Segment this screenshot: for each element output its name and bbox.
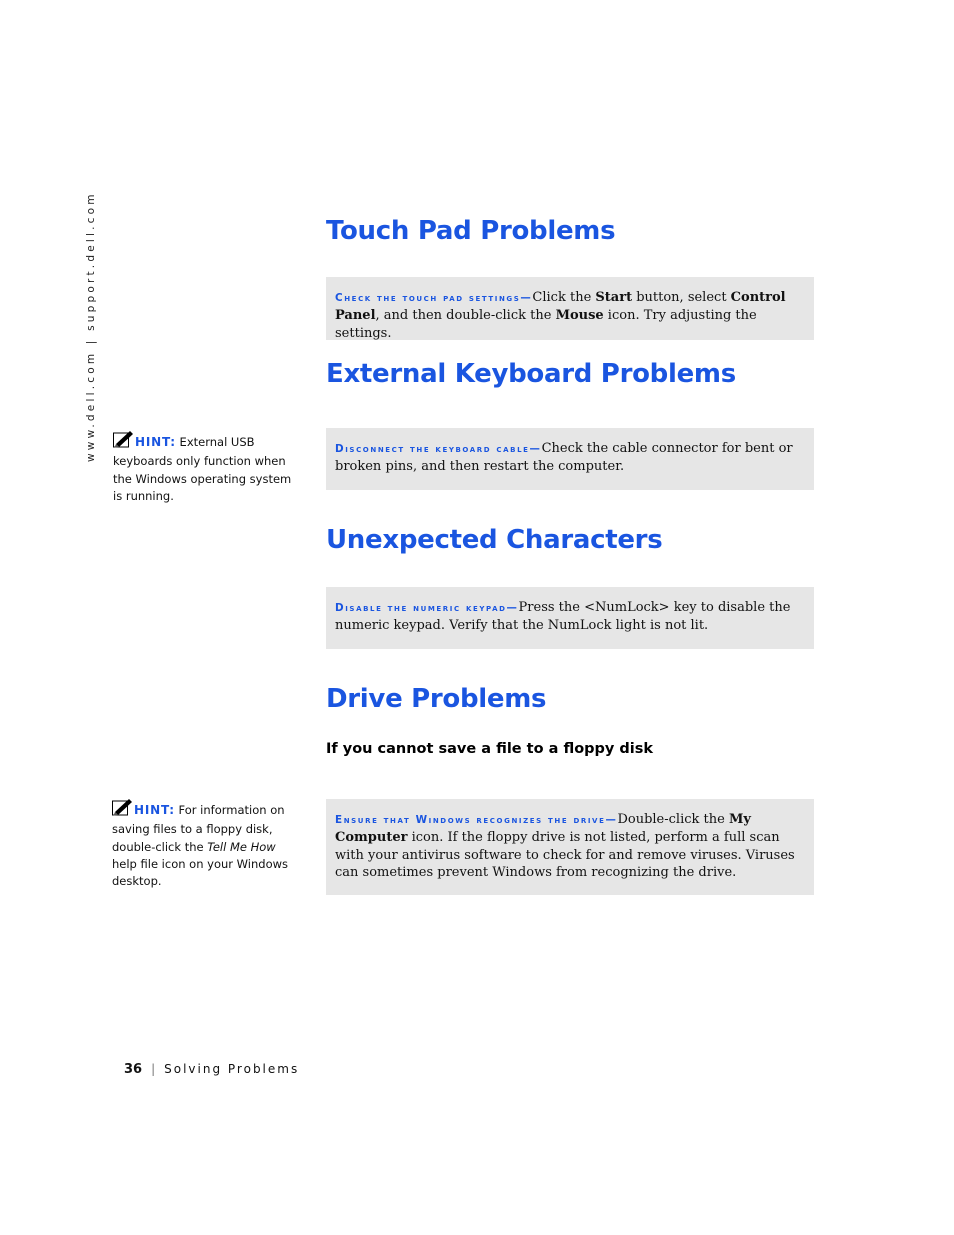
page-number: 36 bbox=[124, 1062, 143, 1077]
touch-pad-lead: Check the touch pad settings— bbox=[335, 292, 533, 304]
heading-unexpected-characters: Unexpected Characters bbox=[326, 525, 663, 555]
hint-pencil-icon bbox=[113, 430, 134, 453]
sidebar-url: www.dell.com | support.dell.com bbox=[85, 191, 97, 462]
page-footer bbox=[124, 1062, 299, 1077]
disable-numeric-keypad-lead: Disable the numeric keypad— bbox=[335, 602, 519, 614]
subheading-floppy-disk: If you cannot save a file to a floppy disk bbox=[326, 741, 654, 757]
windows-recognizes-drive-lead: Ensure that Windows recognizes the drive— bbox=[335, 814, 618, 826]
heading-external-keyboard-problems: External Keyboard Problems bbox=[326, 359, 736, 389]
footer-chapter-title: Solving Problems bbox=[164, 1062, 300, 1076]
heading-drive-problems: Drive Problems bbox=[326, 684, 547, 714]
heading-touch-pad-problems: Touch Pad Problems bbox=[326, 216, 616, 246]
hint-floppy-disk: HINT: For information on saving files to a floppy disk, double-click the Tell Me How help file icon on your Windows desktop. bbox=[112, 798, 297, 890]
touch-pad-settings-box: Check the touch pad settings—Click the Start button, select Control Panel, and then double-click the Mouse icon. Try adjusting the settings. bbox=[326, 277, 814, 340]
footer-separator: | bbox=[151, 1062, 156, 1076]
hint-usb-keyboards: HINT: External USB keyboards only function when the Windows operating system is running. bbox=[113, 430, 298, 505]
windows-recognizes-drive-box: Ensure that Windows recognizes the drive—Double-click the My Computer icon. If the floppy drive is not listed, perform a full scan with your antivirus software to check for and remove viruses. Viruses can sometimes prevent Windows from recognizing the drive. bbox=[326, 799, 814, 895]
hint-pencil-icon bbox=[112, 798, 133, 821]
disconnect-keyboard-box: Disconnect the keyboard cable—Check the cable connector for bent or broken pins, and then restart the computer. bbox=[326, 428, 814, 490]
disable-numeric-keypad-box: Disable the numeric keypad—Press the <NumLock> key to disable the numeric keypad. Verify that the NumLock light is not lit. bbox=[326, 587, 814, 649]
disconnect-keyboard-lead: Disconnect the keyboard cable— bbox=[335, 443, 542, 455]
